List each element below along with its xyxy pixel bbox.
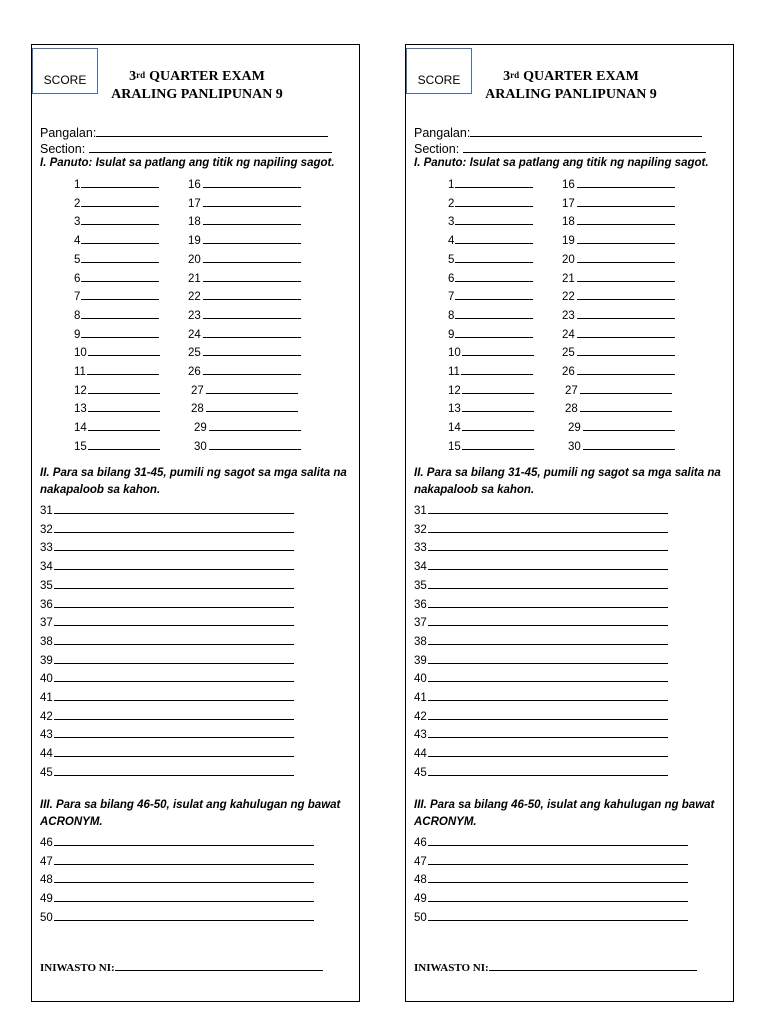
answer-line-39[interactable] [40,652,294,668]
part1-instruction: I. Panuto: Isulat sa patlang ang titik ng napiling sagot. [40,157,335,169]
item-number: 19 [562,235,575,248]
item-number: 10 [448,347,461,360]
answer-line-50[interactable] [414,909,688,925]
item-number: 7 [74,291,81,304]
answer-line-25[interactable] [562,344,675,360]
answer-line-15[interactable] [74,438,160,454]
answer-line-38[interactable] [414,633,668,649]
part3-instruction-line2: ACRONYM. [414,816,477,828]
item-number: 49 [414,893,427,906]
answer-line-7[interactable] [448,288,533,304]
item-number: 21 [188,272,201,285]
item-number: 5 [448,253,455,266]
item-number: 6 [74,272,81,285]
item-number: 23 [188,309,201,322]
item-number: 42 [414,710,427,723]
title-line2: ARALING PANLIPUNAN 9 [485,87,657,102]
answer-line-29[interactable] [194,419,301,435]
name-field[interactable] [414,125,702,140]
item-number: 4 [448,235,455,248]
answer-line-35[interactable] [414,577,668,593]
item-number: 37 [40,617,53,630]
item-number: 48 [40,874,53,887]
answer-line-17[interactable] [562,195,675,211]
answer-line-29[interactable] [568,419,675,435]
item-number: 43 [40,729,53,742]
item-number: 36 [414,598,427,611]
answer-line-13[interactable] [74,400,160,416]
item-number: 3 [448,216,455,229]
answer-line-10[interactable] [74,344,160,360]
item-number: 46 [40,837,53,849]
answer-line-48[interactable] [414,871,688,887]
item-number: 4 [74,235,81,248]
item-number: 32 [414,523,427,536]
item-number: 45 [414,766,427,779]
item-number: 36 [40,598,53,611]
section-label: Section: [40,142,86,156]
section-field[interactable] [414,141,706,156]
item-number: 50 [414,911,427,924]
item-number: 8 [448,309,455,322]
item-number: 13 [74,403,87,416]
title-ordinal-suffix: rd [510,70,520,80]
item-number: 49 [40,893,53,906]
item-number: 11 [74,366,86,378]
part2-instruction [414,465,724,499]
answer-line-14[interactable] [74,419,160,435]
item-number: 10 [74,347,87,360]
answer-line-4[interactable] [448,232,533,248]
item-number: 17 [188,197,201,210]
answer-line-36[interactable] [40,596,294,612]
item-number: 2 [74,197,81,210]
answer-line-23[interactable] [188,307,301,323]
answer-line-34[interactable] [40,558,294,574]
item-number: 11 [448,366,460,378]
answer-line-43[interactable] [414,726,668,742]
answer-line-1[interactable] [74,176,159,192]
item-number: 22 [562,291,575,304]
answer-line-27[interactable] [191,382,298,398]
item-number: 50 [40,911,53,924]
item-number: 17 [562,197,575,210]
answer-line-6[interactable] [448,270,533,286]
answer-line-31[interactable] [40,502,294,518]
answer-line-36[interactable] [414,596,668,612]
answer-line-37[interactable] [414,614,668,630]
item-number: 28 [191,403,204,416]
answer-line-8[interactable] [448,307,533,323]
item-number: 30 [568,440,581,453]
part3-instruction-line2: ACRONYM. [40,816,103,828]
answer-line-21[interactable] [562,270,675,286]
item-number: 16 [562,179,575,191]
answer-line-26[interactable] [562,363,675,379]
item-number: 9 [74,328,81,341]
item-number: 12 [74,384,87,397]
answer-line-24[interactable] [188,326,301,342]
title-line2: ARALING PANLIPUNAN 9 [111,87,283,102]
answer-line-3[interactable] [448,213,533,229]
answer-line-41[interactable] [40,689,294,705]
item-number: 29 [568,422,581,435]
answer-line-19[interactable] [562,232,675,248]
answer-line-18[interactable] [562,213,675,229]
answer-line-27[interactable] [565,382,672,398]
item-number: 13 [448,403,461,416]
item-number: 34 [40,561,53,574]
checked-by-field[interactable] [40,961,323,974]
exam-title [102,68,292,104]
item-number: 37 [414,617,427,630]
answer-line-30[interactable] [568,438,675,454]
item-number: 47 [414,855,427,868]
item-number: 20 [562,253,575,266]
answer-line-25[interactable] [188,344,301,360]
name-field[interactable] [40,125,328,140]
answer-line-32[interactable] [414,521,668,537]
answer-line-11[interactable] [74,363,159,379]
item-number: 44 [40,748,53,761]
item-number: 14 [448,422,461,435]
answer-line-12[interactable] [74,382,160,398]
answer-line-14[interactable] [448,419,534,435]
answer-line-16[interactable] [562,176,675,192]
answer-line-33[interactable] [414,539,668,555]
answer-line-28[interactable] [191,400,298,416]
answer-line-23[interactable] [562,307,675,323]
answer-line-17[interactable] [188,195,301,211]
item-number: 30 [194,440,207,453]
item-number: 19 [188,235,201,248]
item-number: 27 [191,384,204,397]
answer-line-13[interactable] [448,400,534,416]
item-number: 22 [188,291,201,304]
answer-line-33[interactable] [40,539,294,555]
answer-line-44[interactable] [40,745,294,761]
answer-sheet-right [405,44,734,1002]
item-number: 24 [562,328,575,341]
answer-line-11[interactable] [448,363,533,379]
item-number: 35 [414,579,427,592]
item-number: 39 [414,654,427,667]
answer-line-46[interactable] [40,834,314,850]
answer-line-7[interactable] [74,288,159,304]
answer-line-22[interactable] [188,288,301,304]
item-number: 40 [40,673,53,686]
answer-line-37[interactable] [40,614,294,630]
item-number: 21 [562,272,575,285]
answer-line-21[interactable] [188,270,301,286]
item-number: 41 [40,692,53,704]
checked-by-label: INIWASTO NI: [40,962,115,974]
answer-line-2[interactable] [448,195,533,211]
item-number: 7 [448,291,455,304]
title-line1: QUARTER EXAM [523,69,639,84]
answer-line-2[interactable] [74,195,159,211]
item-number: 33 [40,542,53,555]
item-number: 3 [74,216,81,229]
score-label: SCORE [43,73,87,87]
title-ordinal: 3 [129,69,137,84]
item-number: 47 [40,855,53,868]
item-number: 5 [74,253,81,266]
part3-instruction-line1: III. Para sa bilang 46-50, isulat ang kahulugan ng bawat [414,799,715,811]
answer-line-3[interactable] [74,213,159,229]
title-line1: QUARTER EXAM [149,69,265,84]
answer-line-10[interactable] [448,344,534,360]
answer-line-47[interactable] [40,853,314,869]
answer-line-39[interactable] [414,652,668,668]
item-number: 45 [40,766,53,779]
item-number: 43 [414,729,427,742]
part2-instruction-line1: II. Para sa bilang 31-45, pumili ng sagot sa mga salita na [414,467,721,479]
answer-line-40[interactable] [40,670,294,686]
checked-by-field[interactable] [414,961,697,974]
answer-sheet-left [31,44,360,1002]
answer-line-41[interactable] [414,689,668,705]
answer-line-31[interactable] [414,502,668,518]
item-number: 8 [74,309,81,322]
item-number: 46 [414,837,427,849]
item-number: 6 [448,272,455,285]
item-number: 18 [562,216,575,229]
item-number: 27 [565,384,578,397]
answer-line-9[interactable] [74,326,159,342]
item-number: 31 [414,505,427,517]
item-number: 41 [414,692,427,704]
answer-line-30[interactable] [194,438,301,454]
item-number: 39 [40,654,53,667]
answer-line-49[interactable] [414,890,688,906]
part2-instruction-line2: nakapaloob sa kahon. [40,484,161,496]
answer-line-48[interactable] [40,871,314,887]
title-ordinal: 3 [503,69,511,84]
part3-instruction [414,797,724,831]
item-number: 32 [40,523,53,536]
answer-line-8[interactable] [74,307,159,323]
answer-line-34[interactable] [414,558,668,574]
score-box [32,48,98,94]
item-number: 25 [562,347,575,360]
answer-line-40[interactable] [414,670,668,686]
answer-line-45[interactable] [40,764,294,780]
answer-line-32[interactable] [40,521,294,537]
item-number: 15 [448,440,461,453]
item-number: 35 [40,579,53,592]
item-number: 20 [188,253,201,266]
answer-line-15[interactable] [448,438,534,454]
answer-line-24[interactable] [562,326,675,342]
item-number: 38 [414,635,427,648]
answer-line-46[interactable] [414,834,688,850]
score-label: SCORE [417,73,461,87]
item-number: 9 [448,328,455,341]
name-label: Pangalan: [40,126,97,140]
checked-by-label: INIWASTO NI: [414,962,489,974]
answer-line-42[interactable] [414,708,668,724]
part2-instruction-line1: II. Para sa bilang 31-45, pumili ng sagot sa mga salita na [40,467,347,479]
answer-line-9[interactable] [448,326,533,342]
item-number: 29 [194,422,207,435]
section-label: Section: [414,142,460,156]
item-number: 33 [414,542,427,555]
item-number: 44 [414,748,427,761]
name-label: Pangalan: [414,126,471,140]
item-number: 40 [414,673,427,686]
answer-line-28[interactable] [565,400,672,416]
item-number: 48 [414,874,427,887]
answer-line-4[interactable] [74,232,159,248]
answer-line-16[interactable] [188,176,301,192]
answer-line-20[interactable] [562,251,675,267]
answer-line-42[interactable] [40,708,294,724]
section-field[interactable] [40,141,332,156]
answer-line-50[interactable] [40,909,314,925]
item-number: 38 [40,635,53,648]
item-number: 23 [562,309,575,322]
answer-line-38[interactable] [40,633,294,649]
answer-line-12[interactable] [448,382,534,398]
part3-instruction-line1: III. Para sa bilang 46-50, isulat ang kahulugan ng bawat [40,799,341,811]
item-number: 28 [565,403,578,416]
answer-line-43[interactable] [40,726,294,742]
item-number: 16 [188,179,201,191]
answer-line-20[interactable] [188,251,301,267]
answer-line-26[interactable] [188,363,301,379]
part2-instruction-line2: nakapaloob sa kahon. [414,484,535,496]
item-number: 12 [448,384,461,397]
item-number: 18 [188,216,201,229]
answer-line-1[interactable] [448,176,533,192]
answer-line-6[interactable] [74,270,159,286]
answer-line-44[interactable] [414,745,668,761]
item-number: 26 [188,366,201,378]
item-number: 14 [74,422,87,435]
answer-line-19[interactable] [188,232,301,248]
answer-line-22[interactable] [562,288,675,304]
item-number: 1 [448,179,455,191]
score-box [406,48,472,94]
item-number: 2 [448,197,455,210]
part1-instruction: I. Panuto: Isulat sa patlang ang titik ng napiling sagot. [414,157,709,169]
item-number: 1 [74,179,81,191]
item-number: 31 [40,505,53,517]
answer-line-18[interactable] [188,213,301,229]
title-ordinal-suffix: rd [136,70,146,80]
answer-line-49[interactable] [40,890,314,906]
answer-line-35[interactable] [40,577,294,593]
part3-instruction [40,797,350,831]
answer-line-5[interactable] [448,251,533,267]
exam-title [476,68,666,104]
item-number: 25 [188,347,201,360]
item-number: 34 [414,561,427,574]
item-number: 26 [562,366,575,378]
item-number: 15 [74,440,87,453]
answer-line-47[interactable] [414,853,688,869]
answer-line-5[interactable] [74,251,159,267]
item-number: 42 [40,710,53,723]
part2-instruction [40,465,350,499]
answer-line-45[interactable] [414,764,668,780]
item-number: 24 [188,328,201,341]
